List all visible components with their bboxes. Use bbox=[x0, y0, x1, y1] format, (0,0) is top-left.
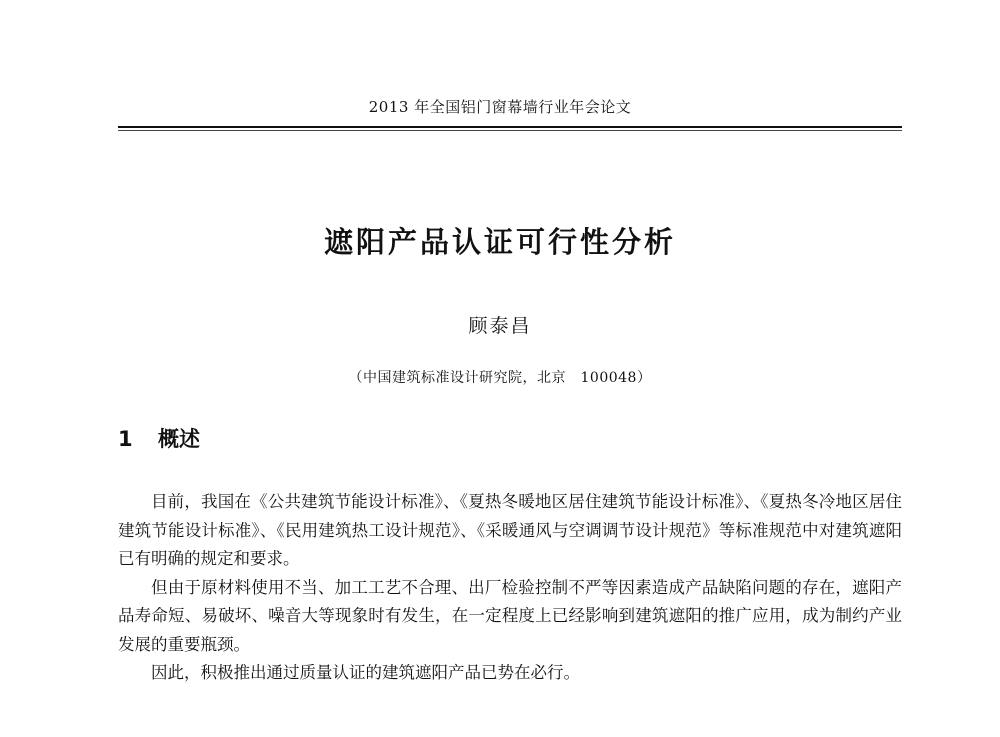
section-heading bbox=[118, 424, 200, 454]
section-body bbox=[118, 488, 902, 688]
running-header: 2013 年全国铝门窗幕墙行业年会论文 bbox=[368, 98, 632, 116]
paragraph: 但由于原材料使用不当、加工工艺不合理、出厂检验控制不严等因素造成产品缺陷问题的存在，遮阳产品寿命短、易破坏、噪音大等现象时有发生，在一定程度上已经影响到建筑遮阳的推广应用，成为制约产业发展的重要瓶颈。 bbox=[118, 577, 902, 654]
paragraph: 目前，我国在《公共建筑节能设计标准》、《夏热冬暖地区居住建筑节能设计标准》、《夏热冬冷地区居住建筑节能设计标准》、《民用建筑热工设计规范》、《采暖通风与空调调节设计规范》等标准规范中对建筑遮阳已有明确的规定和要求。 bbox=[118, 492, 902, 568]
paper-title: 遮阳产品认证可行性分析 bbox=[323, 225, 676, 259]
paragraph: 因此，积极推出通过质量认证的建筑遮阳产品已势在必行。 bbox=[151, 663, 580, 682]
author-name: 顾泰昌 bbox=[468, 315, 532, 337]
author-affiliation: （中国建筑标准设计研究院，北京 100048） bbox=[348, 370, 652, 386]
section-title: 概述 bbox=[158, 427, 200, 451]
section-number: 1 bbox=[118, 427, 133, 451]
header-rule-thin bbox=[118, 130, 902, 131]
header-rule-thick bbox=[118, 126, 902, 128]
